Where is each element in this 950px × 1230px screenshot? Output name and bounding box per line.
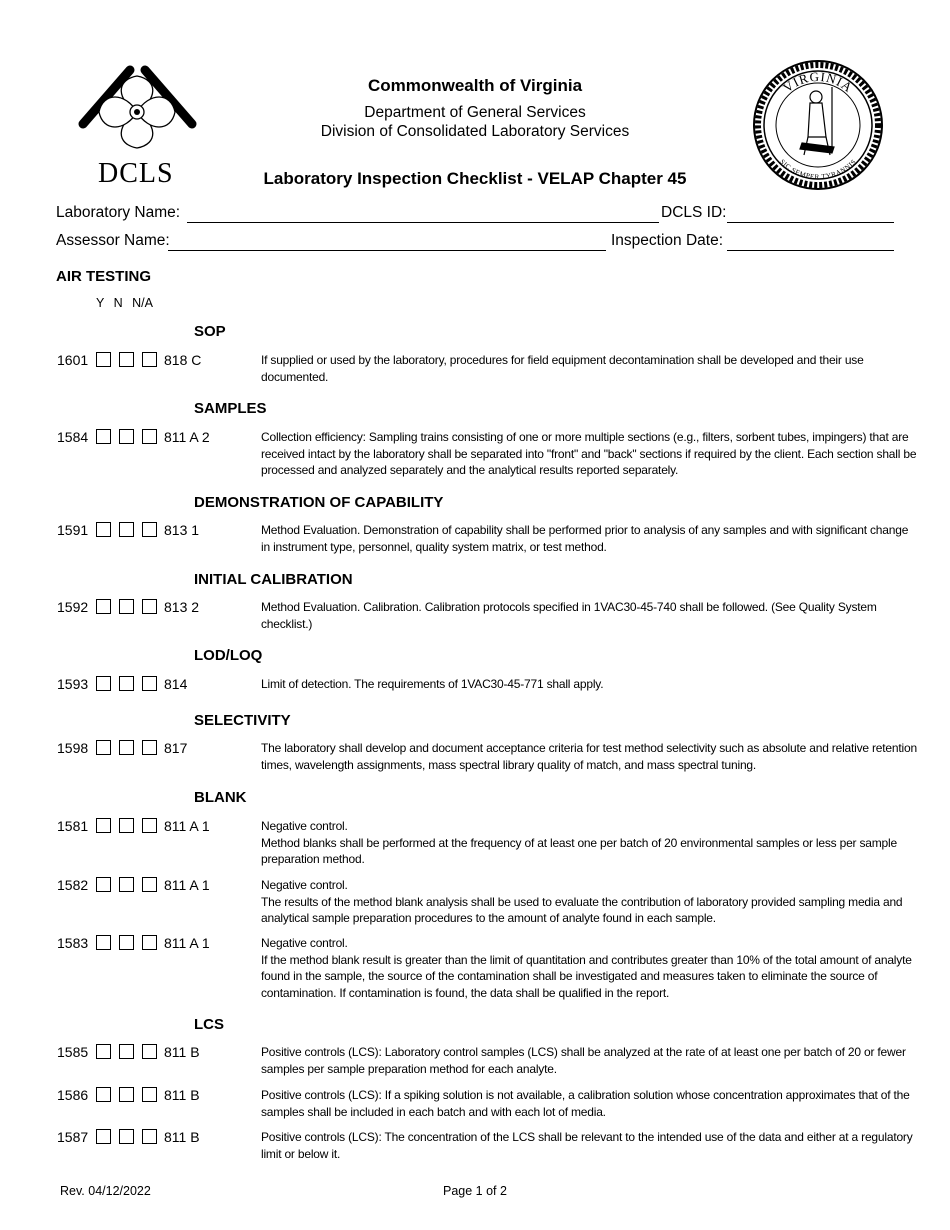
na-checkbox[interactable] [142, 429, 157, 444]
item-id: 1591 [57, 522, 89, 538]
item-text: Method Evaluation. Demonstration of capability shall be performed prior to analysis of any samples and with significant change in instrument type, personnel, quality system matrix, or test method. [261, 523, 909, 554]
item-text: Limit of detection. The requirements of 1VAC30-45-771 shall apply. [261, 677, 604, 691]
yes-checkbox[interactable] [96, 1129, 111, 1144]
na-checkbox[interactable] [142, 740, 157, 755]
item-id: 1585 [57, 1044, 89, 1060]
item-id: 1583 [57, 935, 89, 951]
item-text: If supplied or used by the laboratory, procedures for field equipment decontamination shall be developed and their use documented. [261, 353, 864, 384]
na-checkbox[interactable] [142, 352, 157, 367]
item-text: Method Evaluation. Calibration. Calibration protocols specified in 1VAC30-45-740 shall be followed. (See Quality System checklist.) [261, 600, 877, 631]
yes-checkbox[interactable] [96, 599, 111, 614]
page-title: Laboratory Inspection Checklist - VELAP Chapter 45 [263, 169, 687, 188]
item-reference: 818 C [164, 352, 202, 368]
no-checkbox[interactable] [119, 935, 134, 950]
item-text: Collection efficiency: Sampling trains consisting of one or more multiple sections (e.g., filters, sorbent tubes, impingers) that are received intact by the laboratory shall be separated into "front" and "back" sections if required by the client. Each section shall be processed and analyzed separately and the analytical results reported separately. [261, 430, 917, 477]
item-reference: 814 [164, 676, 188, 692]
virginia-seal [752, 57, 884, 193]
na-checkbox[interactable] [142, 818, 157, 833]
logo-text: DCLS [98, 158, 174, 189]
group-heading: SAMPLES [194, 400, 267, 417]
group-heading: LCS [194, 1016, 224, 1033]
na-checkbox[interactable] [142, 599, 157, 614]
item-text: Negative control. The results of the method blank analysis shall be used to evaluate the contribution of laboratory provided sampling media and analytical sample preparation procedures to the amount of analyte found in each sample. [261, 878, 903, 925]
no-checkbox[interactable] [119, 1044, 134, 1059]
na-checkbox[interactable] [142, 877, 157, 892]
group-heading: INITIAL CALIBRATION [194, 571, 353, 588]
item-id: 1592 [57, 599, 89, 615]
inspection-date-line[interactable] [727, 250, 894, 251]
state-seal-icon [752, 57, 884, 193]
inspection-date-label: Inspection Date: [611, 232, 724, 249]
item-text: The laboratory shall develop and document acceptance criteria for test method selectivity such as absolute and relative retention times, wavelength assignments, mass spectral library quality of match, and mass spectral tuning. [261, 741, 917, 772]
division-name: Division of Consolidated Laboratory Services [320, 123, 630, 140]
item-id: 1582 [57, 877, 89, 893]
na-checkbox[interactable] [142, 1129, 157, 1144]
seal-top-text: VIRGINIA [780, 68, 856, 96]
no-checkbox[interactable] [119, 352, 134, 367]
assessor-name-line[interactable] [168, 250, 606, 251]
item-id: 1601 [57, 352, 89, 368]
item-id: 1587 [57, 1129, 89, 1145]
na-checkbox[interactable] [142, 1044, 157, 1059]
yes-checkbox[interactable] [96, 1044, 111, 1059]
no-checkbox[interactable] [119, 1129, 134, 1144]
item-id: 1581 [57, 818, 89, 834]
page-number: Page 1 of 2 [443, 1184, 507, 1198]
item-reference: 811 A 1 [164, 818, 210, 834]
no-checkbox[interactable] [119, 522, 134, 537]
yes-no-na-header: Y N N/A [96, 296, 153, 310]
no-checkbox[interactable] [119, 1087, 134, 1102]
yes-checkbox[interactable] [96, 429, 111, 444]
group-heading: DEMONSTRATION OF CAPABILITY [194, 494, 444, 511]
org-name: Commonwealth of Virginia [367, 76, 583, 95]
item-id: 1584 [57, 429, 89, 445]
item-id: 1586 [57, 1087, 89, 1103]
item-reference: 811 B [164, 1129, 200, 1145]
item-text: Positive controls (LCS): Laboratory control samples (LCS) shall be analyzed at the rate of at least one per batch of 20 or fewer samples per sample preparation method for each analyte. [261, 1045, 906, 1076]
lab-name-line[interactable] [187, 222, 659, 223]
item-text: Negative control. Method blanks shall be performed at the frequency of at least one per batch of 20 environmental samples or less per sample preparation method. [261, 819, 897, 866]
department-name: Department of General Services [364, 104, 586, 121]
no-checkbox[interactable] [119, 877, 134, 892]
item-text: Positive controls (LCS): The concentration of the LCS shall be relevant to the intended use of the data and either at a regulatory limit or below it. [261, 1130, 913, 1161]
yes-checkbox[interactable] [96, 522, 111, 537]
na-checkbox[interactable] [142, 522, 157, 537]
item-reference: 811 A 1 [164, 877, 210, 893]
dcls-id-label: DCLS ID: [661, 204, 727, 221]
no-checkbox[interactable] [119, 818, 134, 833]
na-checkbox[interactable] [142, 1087, 157, 1102]
revision-date: Rev. 04/12/2022 [60, 1184, 151, 1198]
yes-checkbox[interactable] [96, 818, 111, 833]
item-reference: 813 1 [164, 522, 200, 538]
no-checkbox[interactable] [119, 740, 134, 755]
na-checkbox[interactable] [142, 935, 157, 950]
yes-checkbox[interactable] [96, 352, 111, 367]
group-heading: SOP [194, 323, 226, 340]
no-checkbox[interactable] [119, 429, 134, 444]
group-heading: BLANK [194, 789, 247, 806]
assessor-name-label: Assessor Name: [56, 232, 170, 249]
group-heading: SELECTIVITY [194, 712, 291, 729]
item-reference: 811 A 1 [164, 935, 210, 951]
item-reference: 817 [164, 740, 188, 756]
item-reference: 811 B [164, 1044, 200, 1060]
yes-checkbox[interactable] [96, 676, 111, 691]
na-checkbox[interactable] [142, 676, 157, 691]
dcls-id-line[interactable] [727, 222, 894, 223]
yes-checkbox[interactable] [96, 740, 111, 755]
item-text: Negative control. If the method blank result is greater than the limit of quantitation and contributes greater than 10% of the total amount of analyte found in the sample, the source of the contamination shall be investigated and measures taken to eliminate the source of contamination. If contamination is found, the data shall be qualified in the report. [261, 936, 912, 1000]
no-checkbox[interactable] [119, 676, 134, 691]
yes-checkbox[interactable] [96, 1087, 111, 1102]
item-reference: 813 2 [164, 599, 200, 615]
no-checkbox[interactable] [119, 599, 134, 614]
group-heading: LOD/LOQ [194, 647, 263, 664]
section-title: AIR TESTING [56, 268, 152, 285]
seal-bottom-text: SIC SEMPER TYRANNIS [778, 157, 858, 182]
yes-checkbox[interactable] [96, 935, 111, 950]
item-reference: 811 B [164, 1087, 200, 1103]
item-text: Positive controls (LCS): If a spiking solution is not available, a calibration solution whose concentration approximates that of the samples shall be included in each batch and with each lot of media. [261, 1088, 910, 1119]
item-reference: 811 A 2 [164, 429, 210, 445]
yes-checkbox[interactable] [96, 877, 111, 892]
item-id: 1598 [57, 740, 89, 756]
lab-name-label: Laboratory Name: [56, 204, 181, 221]
item-id: 1593 [57, 676, 89, 692]
